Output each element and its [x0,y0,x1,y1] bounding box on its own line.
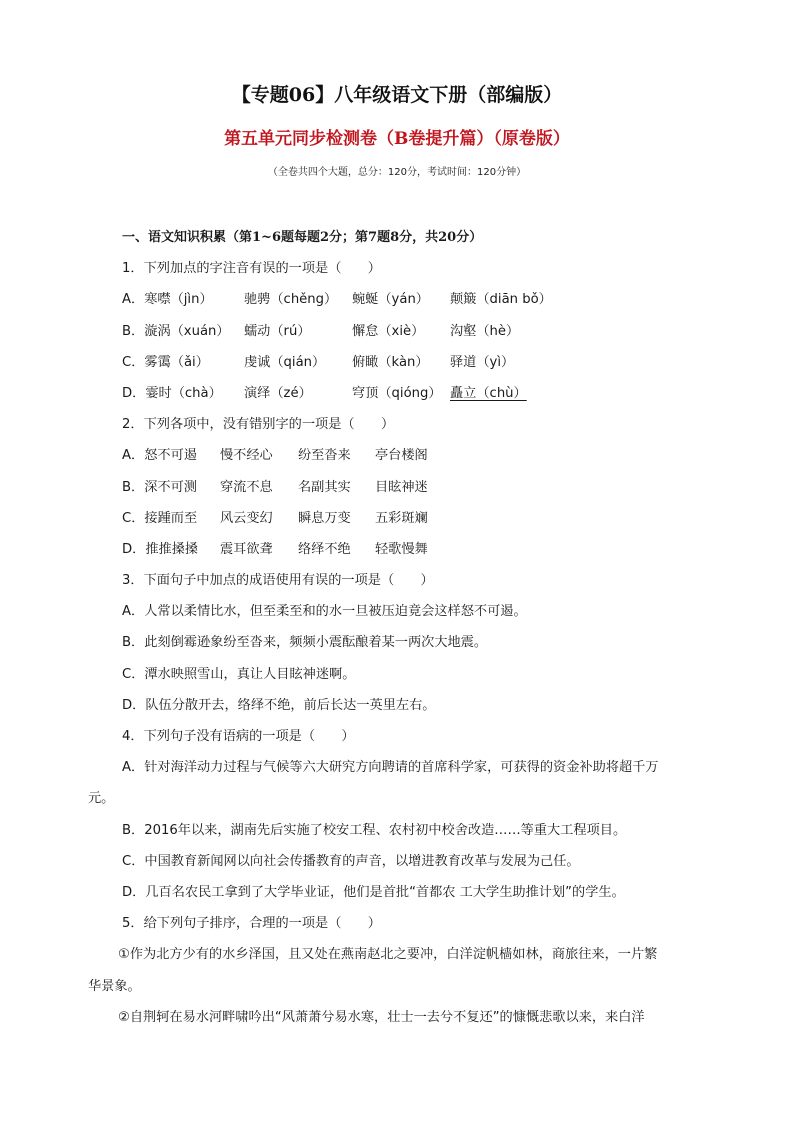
option-term: C．接踵而至 [122,510,198,526]
option-term: 沟壑（hè） [450,323,520,339]
question-content [88,222,700,1033]
option-term: 慢不经心 [220,448,273,464]
question-4-stem: 4．下列句子没有语病的一项是（ ） [122,729,355,744]
question-4-option-a: A．针对海洋动力过程与气候等六大研究方向聘请的首席科学家，可获得的资金补助将超千万 [122,760,659,776]
option-term: 亭台楼阁 [375,448,428,464]
exam-note: （全卷共四个大题，总分：120分，考试时间：120分钟） [267,167,527,178]
question-4-option-a-continued: 元。 [88,791,115,807]
question-2-option-a [88,440,700,471]
question-2-stem: 2．下列各项中，没有错别字的一项是（ ） [122,417,395,433]
question-1-option-a [88,284,700,315]
question-3-stem: 3．下面句子中加点的成语使用有误的一项是（ ） [122,573,434,589]
question-1-stem: 1．下列加点的字注音有误的一项是（ ） [122,261,381,277]
option-term: C．雾霭（ǎi） [122,354,209,370]
question-5-sentence-1: ①作为北方少有的水乡泽国，且又处在燕南赵北之要冲，白洋淀帆樯如林，商旅往来，一片繁 [118,947,658,963]
page-subtitle: 第五单元同步检测卷（B卷提升篇）（原卷版） [224,129,570,149]
option-term: 轻歌慢舞 [375,541,428,557]
option-term: 络绎不绝 [298,541,351,557]
page-title: 【专题06】八年级语文下册（部编版） [231,84,563,106]
option-term: 颠簸（diān bǒ） [450,292,552,308]
question-3-option-d: D．队伍分散开去，络绎不绝，前后长达一英里左右。 [122,697,436,713]
question-5-stem: 5．给下列句子排序，合理的一项是（ ） [122,916,381,932]
section-heading: 一、语文知识积累（第1~6题每题2分；第7题8分，共20分） [122,230,483,245]
question-3-option-a: A．人常以柔情比水，但至柔至和的水一旦被压迫竟会这样怒不可遏。 [122,604,527,620]
option-term: 穿流不息 [220,479,273,495]
option-term: 虔诚（qián） [244,354,326,370]
question-2-option-d [88,534,700,565]
option-term: 演绎（zé） [244,385,312,401]
option-term: 名副其实 [298,479,351,495]
option-term: A．怒不可遏 [122,448,197,464]
option-term: 五彩斑斓 [375,510,428,526]
question-4-option-b: B．2016年以来，湖南先后实施了校安工程、农村初中校舍改造……等重大工程项目。 [122,822,627,838]
option-term: 目眩神迷 [375,479,428,495]
option-term: B．漩涡（xuán） [122,323,230,339]
option-term: A．寒噤（jìn） [122,292,213,308]
option-term: 蜿蜒（yán） [352,292,429,308]
question-1-option-d [88,378,700,409]
option-term: 震耳欲聋 [220,541,273,557]
option-term: 俯瞰（kàn） [352,354,429,370]
question-5-sentence-2: ②自荆轲在易水河畔啸吟出“风萧萧兮易水寒，壮士一去兮不复还”的慷慨悲歌以来，来白洋 [118,1009,645,1025]
question-1-option-b [88,316,700,347]
question-4-option-d: D．几百名农民工拿到了大学毕业证，他们是首批“首都农 工大学生助推计划”的学生。 [122,884,625,900]
option-term: 矗立（chù） [450,385,527,401]
question-2-option-c [88,503,700,534]
question-5-sentence-1-continued: 华景象。 [88,978,141,994]
option-term: B．深不可测 [122,479,197,495]
option-term: 蠕动（rú） [244,323,311,339]
question-3-option-b: B．此刻倒霉逊象纷至沓来，频频小震酝酿着某一两次大地震。 [122,635,488,651]
question-3-option-c: C．潭水映照雪山，真让人目眩神迷啊。 [122,666,356,682]
option-term: 驰骋（chěng） [244,292,338,308]
question-2-option-b [88,472,700,503]
option-term: 穹顶（qióng） [352,385,442,401]
option-term: 纷至沓来 [298,448,351,464]
option-term: 懈怠（xiè） [352,323,425,339]
question-4-option-c: C．中国教育新闻网以向社会传播教育的声音，以增进教育改革与发展为己任。 [122,853,580,869]
option-term: D．推推搡搡 [122,541,199,557]
question-1-option-c [88,347,700,378]
option-term: 瞬息万变 [298,510,351,526]
option-term: D．霎时（chà） [122,385,222,401]
option-term: 风云变幻 [220,510,273,526]
option-term: 驿道（yì） [450,354,515,370]
